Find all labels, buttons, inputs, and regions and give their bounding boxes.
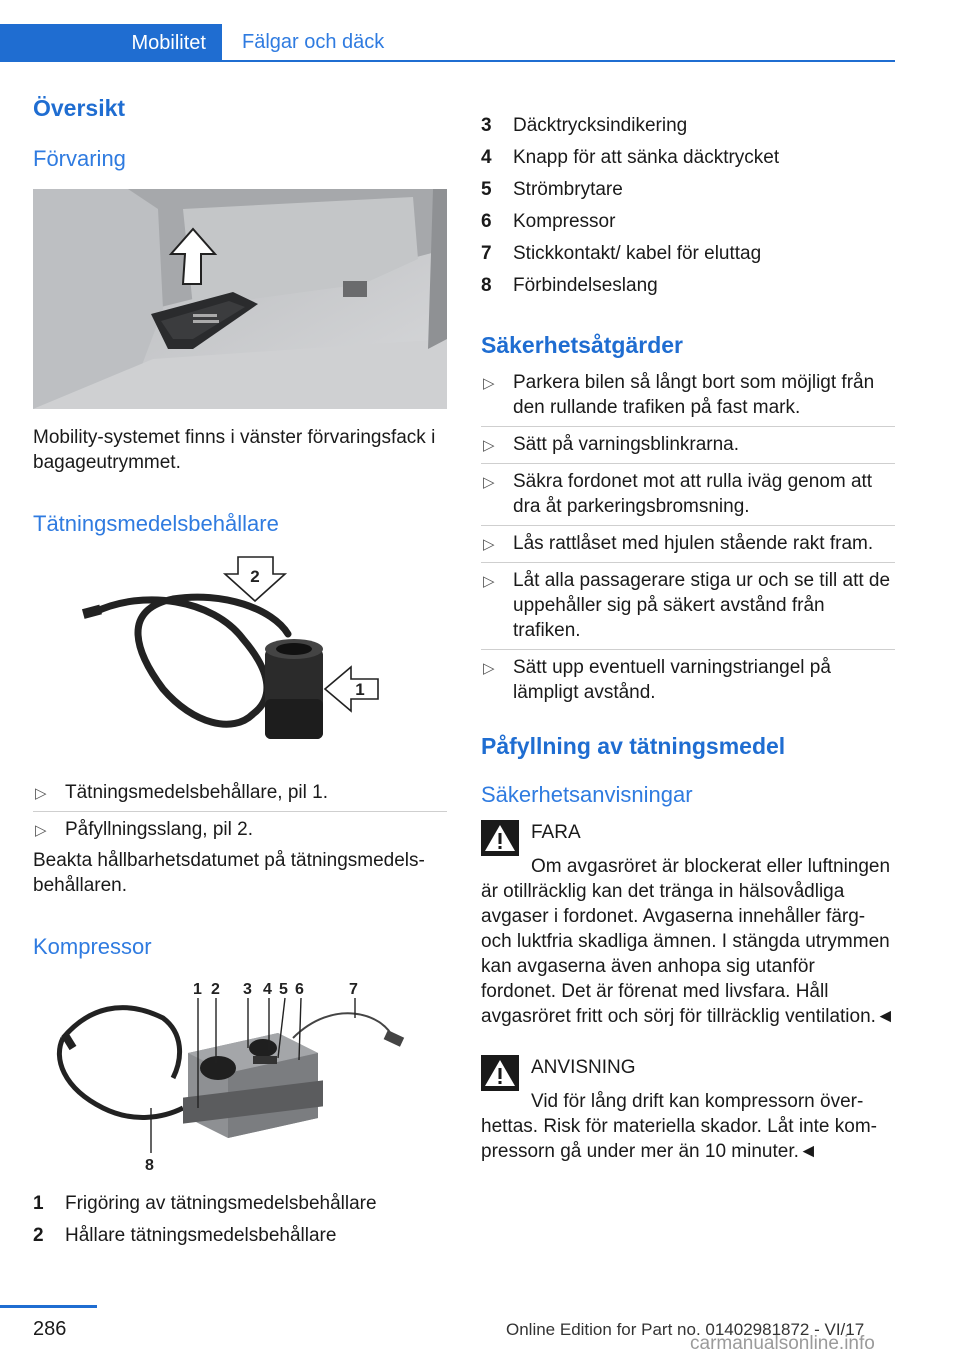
callout-2: 2: [211, 981, 220, 998]
section-title-oversikt: Översikt: [33, 95, 126, 121]
warning-triangle-icon: [481, 820, 519, 856]
callout-4: 4: [263, 981, 272, 998]
triangle-bullet-icon: ▷: [483, 437, 495, 454]
list-item: 7 Stickkontakt/ kabel för eluttag: [481, 243, 762, 264]
page-number: 286: [33, 1318, 67, 1340]
container-bullet-list: [33, 775, 447, 848]
triangle-bullet-icon: ▷: [483, 573, 495, 590]
heading-sakerhetsanvisningar: Säkerhetsanvisningar: [481, 782, 693, 807]
danger-notice: [481, 820, 895, 1029]
heading-sakerhetsatgarder: Säkerhetsåtgärder: [481, 332, 683, 358]
watermark: carmanualsonline.info: [690, 1333, 875, 1354]
arrow-label-1: 1: [355, 680, 365, 699]
triangle-bullet-icon: ▷: [483, 474, 495, 491]
heading-forvaring: Förvaring: [33, 146, 126, 171]
arrow-label-2: 2: [250, 567, 260, 586]
compressor-parts-list-b: [481, 110, 895, 302]
safety-bullet-list: [481, 365, 895, 711]
header-divider: [222, 60, 895, 62]
list-item: ▷ Tätningsmedelsbehållare, pil 1.: [33, 775, 447, 812]
list-item: ▷ Lås rattlåset med hjulen stående rakt fram.: [481, 526, 895, 563]
trunk-photo: [33, 189, 447, 409]
notice: [481, 1055, 895, 1164]
heading-tatningsmedelsbehallare: Tätningsmedelsbehållare: [33, 511, 279, 536]
triangle-bullet-icon: ▷: [483, 375, 495, 392]
callout-7: 7: [349, 981, 358, 998]
triangle-bullet-icon: ▷: [35, 785, 47, 802]
compressor-diagram: [33, 978, 447, 1178]
right-column: [481, 110, 895, 1164]
triangle-bullet-icon: ▷: [483, 536, 495, 553]
list-item: ▷ Påfyllningsslang, pil 2.: [33, 812, 447, 848]
sealant-container-figure: [33, 549, 447, 759]
callout-5: 5: [279, 981, 288, 998]
list-item: 8 Förbindelseslang: [481, 275, 658, 296]
list-item: ▷ Låt alla passagerare stiga ur och se till att de uppehåller sig på säkert avstånd från trafiken.: [481, 563, 895, 650]
edition-text: Online Edition for Part no. 01402981872 - VI/17: [506, 1320, 865, 1339]
footer-divider: [0, 1305, 97, 1308]
compressor-parts-list-a: [33, 1188, 447, 1252]
notice-text: Vid för lång drift kan kompressorn överhettas. Risk för materiella skador. Låt inte kompressorn gå under mer än 10 minuter.◄: [481, 1091, 877, 1162]
list-item: 6 Kompressor: [481, 211, 616, 232]
list-item: 4 Knapp för att sänka däcktrycket: [481, 147, 780, 168]
tab-mobilitet[interactable]: Mobilitet: [0, 24, 222, 62]
triangle-bullet-icon: ▷: [35, 822, 47, 839]
list-item: 2 Hållare tätningsmedelsbehållare: [33, 1225, 337, 1246]
list-item: ▷ Säkra fordonet mot att rulla iväg genom att dra åt parkeringsbromsning.: [481, 464, 895, 526]
callout-6: 6: [295, 981, 304, 998]
trunk-illustration: [33, 189, 447, 409]
left-column: [33, 95, 447, 1252]
list-item: 3 Däcktrycksindikering: [481, 115, 688, 136]
callout-3: 3: [243, 981, 252, 998]
list-item: 1 Frigöring av tätningsmedelsbehållare: [33, 1193, 377, 1214]
danger-text: Om avgasröret är blockerat eller luftningen är otillräcklig kan det tränga in hälsovådliga avgaser i fordonet. Avgaserna innehåller färg- och luktfria skadliga ämnen. I stängda utrymmen kan avgaserna även anhopa sig utanför fordonet. Det är förenat med livsfara. Håll avgasröret fritt och sörj för tillräcklig ventilation.◄: [481, 856, 895, 1027]
header-tabs: [0, 24, 895, 62]
list-item: 5 Strömbrytare: [481, 179, 623, 200]
container-text: Beakta hållbarhetsdatumet på tätningsmedelsbehållaren.: [33, 850, 425, 896]
warning-triangle-icon: [481, 1055, 519, 1091]
list-item: ▷ Sätt upp eventuell varningstriangel på lämpligt avstånd.: [483, 657, 831, 703]
danger-title: FARA: [531, 822, 581, 843]
sealant-container-diagram: [33, 549, 447, 759]
list-item: ▷ Sätt på varningsblinkrarna.: [481, 427, 895, 464]
storage-text: Mobility-systemet finns i vänster förvaringsfack i bagageutrymmet.: [33, 427, 436, 473]
triangle-bullet-icon: ▷: [483, 660, 495, 677]
notice-title: ANVISNING: [531, 1057, 636, 1078]
heading-kompressor: Kompressor: [33, 934, 152, 959]
list-item: ▷ Parkera bilen så långt bort som möjligt från den rullande trafiken på fast mark.: [481, 365, 895, 427]
callout-1: 1: [193, 981, 202, 998]
compressor-figure: [33, 978, 447, 1178]
heading-pafyllning: Påfyllning av tätningsmedel: [481, 733, 786, 759]
tab-falgar-och-dack[interactable]: Fälgar och däck: [242, 30, 385, 53]
callout-8: 8: [145, 1157, 154, 1174]
